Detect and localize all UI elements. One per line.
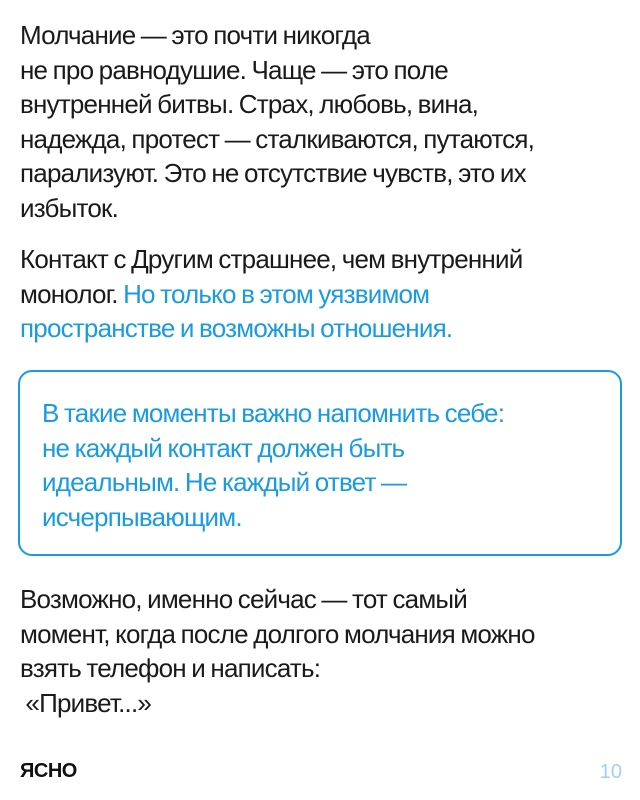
highlighted-text: Но только в этом уязвимом xyxy=(123,278,430,309)
callout-line: В такие моменты важно напомнить себе: xyxy=(42,398,505,428)
paragraph-line: Молчание — это почти никогда xyxy=(20,20,370,50)
paragraph-line: внутренней битвы. Страх, любовь, вина, xyxy=(20,89,479,119)
callout-line: идеальным. Не каждый ответ — xyxy=(42,467,407,497)
paragraph-hello xyxy=(20,582,620,720)
paragraph-line: парализуют. Это не отсутствие чувств, это их xyxy=(20,158,526,188)
highlighted-text: пространстве и возможны отношения. xyxy=(20,313,453,343)
paragraph-line: не про равнодушие. Чаще — это поле xyxy=(20,54,448,85)
callout-box xyxy=(18,370,622,556)
paragraph-line: взять телефон и написать: xyxy=(20,653,321,683)
page-number: 10 xyxy=(599,761,622,783)
callout-line: исчерпывающим. xyxy=(42,501,242,532)
plain-text: монолог. xyxy=(20,278,124,309)
paragraph-line: избыток. xyxy=(20,192,119,223)
callout-text xyxy=(42,396,504,534)
paragraph-line: момент, когда после долгого молчания можно xyxy=(20,618,535,649)
brand-logo: ЯСНО xyxy=(20,760,77,782)
paragraph-line: надежда, протест — сталкиваются, путаются, xyxy=(20,123,535,154)
paragraph-line xyxy=(20,277,620,312)
paragraph-silence xyxy=(20,18,620,225)
paragraph-line: Контакт с Другим страшнее, чем внутренний xyxy=(20,244,523,274)
callout-line: не каждый контакт должен быть xyxy=(42,432,405,463)
paragraph-line: «Привет...» xyxy=(20,687,152,718)
paragraph-line: Возможно, именно сейчас — тот самый xyxy=(20,584,468,614)
paragraph-contact xyxy=(20,242,620,346)
